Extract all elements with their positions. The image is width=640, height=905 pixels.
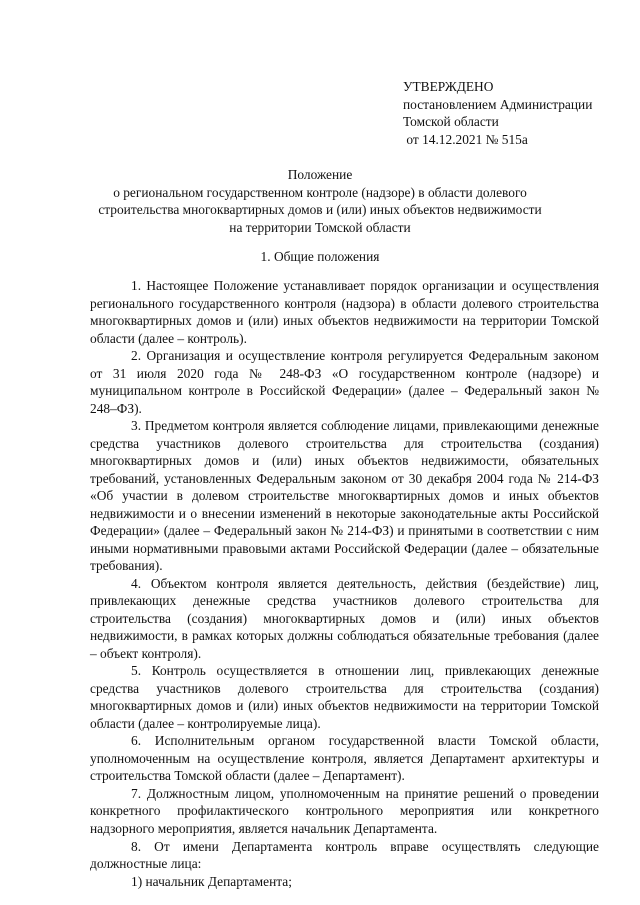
section-heading: 1. Общие положения [260, 249, 380, 264]
title-line-4: на территории Томской области [229, 219, 411, 235]
paragraph-6: 6. Исполнительным органом государственной власти Томской области, уполномоченным на осуществление контроля, является Департамент архитектуры и строительства Томской области (далее – Департамент). [90, 733, 599, 784]
paragraph-5: 5. Контроль осуществляется в отношении лиц, привлекающих денежные средства участников долевого строительства для строительства (создания) многоквартирных домов и (или) иных объектов недвижимости на территории Томской области (далее – контролируемые лица). [90, 663, 599, 731]
document-title [80, 166, 560, 236]
title-line-1: Положение [287, 167, 353, 182]
title-line-3: строительства многоквартирных домов и (или) иных объектов недвижимости [98, 202, 542, 217]
approval-resolution-line: постановлением Администрации [403, 96, 593, 112]
approval-date-line: от 14.12.2021 № 515а [403, 131, 528, 147]
approval-stamp [403, 78, 623, 148]
paragraph-8-item-1: 1) начальник Департамента; [131, 873, 292, 889]
section-body [90, 277, 599, 890]
title-line-2: о региональном государственном контроле (надзоре) в области долевого [113, 184, 527, 200]
approval-region-line: Томской области [403, 114, 499, 129]
paragraph-4: 4. Объектом контроля является деятельность, действия (бездействие) лиц, привлекающих денежные средства участников долевого строительства для строительства (создания) многоквартирных домов и (или) иных объектов недвижимости, в рамках которых должны соблюдаться обязательные требования (далее – объект контроля). [90, 575, 599, 661]
paragraph-7: 7. Должностным лицом, уполномоченным на принятие решений о проведении конкретного профилактического контрольного мероприятия или конкретного надзорного мероприятия, является начальник Департамента. [90, 785, 599, 836]
paragraph-8: 8. От имени Департамента контроль вправе осуществлять следующие должностные лица: [90, 838, 599, 872]
paragraph-3: 3. Предметом контроля является соблюдение лицами, привлекающими денежные средства участников долевого строительства для строительства (создания) многоквартирных домов и (или) иных объектов недвижимости, обязательных требований, установленных Федеральным законом от 30 декабря 2004 года № 214-ФЗ «Об участии в долевом строительстве многоквартирных домов и иных объектов недвижимости и о внесении изменений в некоторые законодательные акты Российской Федерации» (далее – Федеральный закон № 214-ФЗ) и принятыми в соответствии с ним иными нормативными правовыми актами Российской Федерации (далее – обязательные требования). [90, 418, 599, 574]
paragraph-1: 1. Настоящее Положение устанавливает порядок организации и осуществления регионального государственного контроля (надзора) в области долевого строительства многоквартирных домов и (или) иных объектов недвижимости на территории Томской области (далее – контроль). [90, 278, 599, 346]
approval-heading: УТВЕРЖДЕНО [403, 79, 494, 94]
paragraph-2: 2. Организация и осуществление контроля регулируется Федеральным законом от 31 июля 2020 года № 248-ФЗ «О государственном контроле (надзоре) и муниципальном контроле в Российской Федерации» (далее – Федеральный закон № 248–ФЗ). [90, 348, 599, 416]
